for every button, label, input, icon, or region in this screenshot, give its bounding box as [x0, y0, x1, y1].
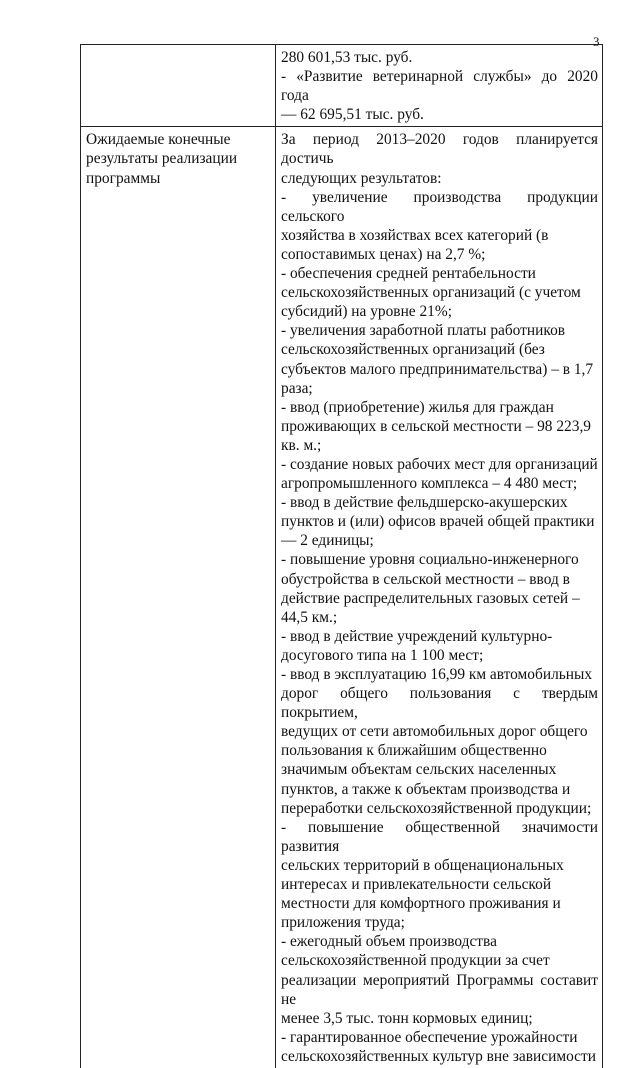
- result-text-line: сопоставимых ценах) на 2,7 %;: [281, 245, 486, 263]
- text-line: 280 601,53 тыс. руб.: [281, 49, 413, 66]
- page-number: 3: [593, 34, 600, 49]
- result-text-line: раза;: [281, 379, 313, 397]
- text-line: - «Развитие ветеринарной службы» до 2020 года: [281, 68, 598, 105]
- result-text-line: сельских территорий в общенациональных: [281, 856, 564, 874]
- result-text-line: ведущих от сети автомобильных дорог общего: [281, 723, 588, 741]
- result-text-line: - повышение уровня социально-инженерного: [281, 551, 579, 569]
- result-text-line: местности для комфортного проживания и: [281, 895, 561, 913]
- result-text-line: дорог общего пользования с твердым покрытием,: [281, 685, 598, 722]
- result-text-line: сельскохозяйственных организаций (с учетом: [281, 284, 581, 302]
- result-text-line: обустройства в сельской местности – ввод в: [281, 570, 570, 588]
- result-text-line: следующих результатов:: [281, 169, 442, 187]
- result-text-line: агропромышленного комплекса – 4 480 мест;: [281, 475, 578, 493]
- result-text-line: пунктов и (или) офисов врачей общей практики: [281, 513, 595, 531]
- result-text-line: - создание новых рабочих мест для организаций: [281, 455, 598, 473]
- result-text-line: пунктов, а также к объектам производства и: [281, 780, 571, 798]
- result-text-line: интересах и привлекательности сельской: [281, 876, 552, 894]
- result-text-line: хозяйства в хозяйствах всех категорий (в: [281, 226, 549, 244]
- result-text-line: действие распределительных газовых сетей –: [281, 589, 580, 607]
- result-text-line: - увеличения заработной платы работников: [281, 322, 566, 340]
- row-heading-line: результаты реализации: [86, 150, 238, 168]
- result-text-line: менее 3,5 тыс. тонн кормовых единиц;: [281, 1009, 533, 1027]
- result-text-line: приложения труда;: [281, 914, 405, 932]
- result-text-line: За период 2013–2020 годов планируется достичь: [281, 131, 598, 168]
- result-text-line: - ввод в действие учреждений культурно-: [281, 627, 553, 645]
- row1-right-cell: [276, 45, 603, 127]
- result-text-line: - увеличение производства продукции сельского: [281, 188, 598, 225]
- result-text-line: сельскохозяйственной продукции за счет: [281, 952, 550, 970]
- result-text-line: сельскохозяйственных культур вне зависимости: [281, 1047, 596, 1065]
- row1-left-cell: [81, 45, 276, 127]
- result-text-line: субсидий) на уровне 21%;: [281, 303, 452, 321]
- row-heading-line: Ожидаемые конечные: [86, 131, 231, 149]
- result-text-line: кв. м.;: [281, 436, 322, 454]
- result-text-line: - повышение общественной значимости развития: [281, 818, 598, 855]
- result-text-line: субъектов малого предпринимательства) – в 1,7: [281, 360, 594, 378]
- row-heading-line: программы: [86, 169, 161, 187]
- result-text-line: значимым объектам сельских населенных: [281, 761, 557, 779]
- result-text-line: сельскохозяйственных организаций (без: [281, 341, 545, 359]
- program-passport-table: [80, 44, 603, 1068]
- result-text-line: - ввод в эксплуатацию 16,99 км автомобильных: [281, 666, 593, 683]
- row2-right-cell: [276, 127, 603, 1068]
- table-row-funding: [81, 45, 603, 127]
- result-text-line: пользования к ближайшим общественно: [281, 742, 547, 760]
- result-text-line: - обеспечения средней рентабельности: [281, 265, 536, 283]
- table-row-expected-results: [81, 127, 603, 1068]
- result-text-line: досугового типа на 1 100 мест;: [281, 646, 484, 664]
- result-text-line: — 2 единицы;: [281, 532, 374, 550]
- result-text-line: 44,5 км.;: [281, 608, 338, 626]
- row2-left-cell: [81, 127, 276, 1068]
- result-text-line: - гарантированное обеспечение урожайности: [281, 1028, 578, 1046]
- result-text-line: переработки сельскохозяйственной продукции;: [281, 799, 592, 817]
- result-text-line: реализации мероприятий Программы составит не: [281, 971, 598, 1008]
- result-text-line: - ежегодный объем производства: [281, 933, 497, 951]
- result-text-line: - ввод в действие фельдшерско-акушерских: [281, 494, 568, 512]
- text-line: — 62 695,51 тыс. руб.: [281, 106, 424, 124]
- result-text-line: проживающих в сельской местности – 98 223,9: [281, 417, 591, 435]
- result-text-line: - ввод (приобретение) жилья для граждан: [281, 398, 554, 416]
